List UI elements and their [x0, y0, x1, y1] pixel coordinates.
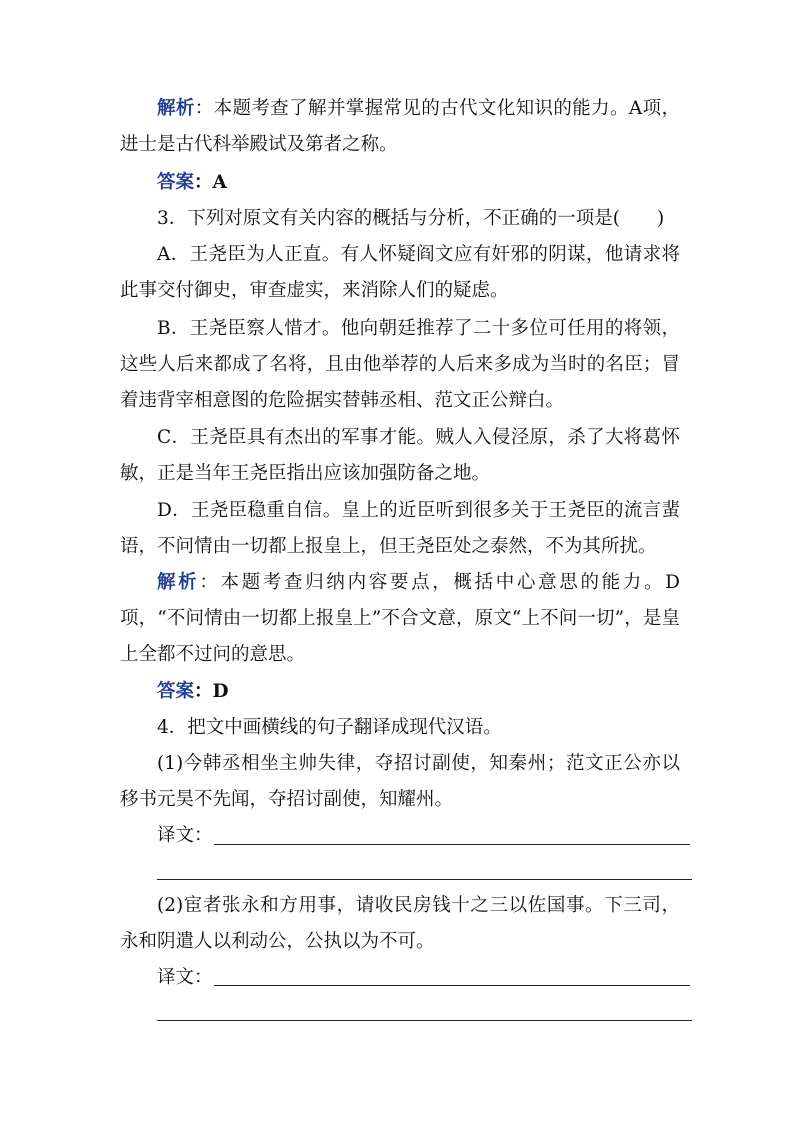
- q3-option-d: D．王尧臣稳重自信。皇上的近臣听到很多关于王尧臣的流言蜚语，不问情由一切都上报皇上，但王尧臣处之泰然，不为其所扰。: [120, 500, 680, 557]
- analysis-text: ：本题考查归纳内容要点，概括中心意思的能力。D项，“不问情由一切都上报皇上”不合文意，原文“上不问一切”，是皇上全都不过问的意思。: [120, 572, 680, 665]
- q2-answer: [120, 165, 680, 201]
- q3-analysis: [120, 565, 680, 673]
- analysis-label: 解析: [157, 572, 200, 593]
- q3-answer: [120, 674, 680, 710]
- translation-blank-1b[interactable]: [157, 879, 692, 880]
- q4-item-1: (1)今韩丞相坐主帅失律，夺招讨副使，知秦州；范文正公亦以移书元昊不先闻，夺招讨副使，知耀州。: [120, 753, 680, 810]
- translation-label-1: 译文：: [157, 825, 213, 846]
- translation-label-2: 译文：: [157, 967, 213, 988]
- analysis-label: 解析: [157, 98, 195, 119]
- answer-label: 答案: [157, 681, 195, 702]
- q4-stem: 4．把文中画横线的句子翻译成现代汉语。: [157, 717, 502, 738]
- q3-option-b: B．王尧臣察人惜才。他向朝廷推荐了二十多位可任用的将领，这些人后来都成了名将，且由他举荐的人后来多成为当时的名臣；冒着违背宰相意图的危险据实替韩丞相、范文正公辩白。: [120, 318, 680, 411]
- translation-blank-2b[interactable]: [157, 1020, 692, 1021]
- q3-stem: 3．下列对原文有关内容的概括与分析，不正确的一项是( ): [157, 208, 665, 229]
- q4-item-2: (2)宦者张永和方用事，请收民房钱十之三以佐国事。下三司，永和阴遣人以利动公，公执以为不可。: [120, 895, 680, 952]
- translation-blank-1a[interactable]: [214, 844, 690, 845]
- analysis-text: ：本题考查了解并掌握常见的古代文化知识的能力。A项，进士是古代科举殿试及第者之称。: [120, 98, 680, 155]
- q3-option-c: C．王尧臣具有杰出的军事才能。贼人入侵泾原，杀了大将葛怀敏，正是当年王尧臣指出应该加强防备之地。: [120, 427, 680, 484]
- translation-blank-2a[interactable]: [214, 985, 690, 986]
- answer-text: ：D: [194, 681, 229, 702]
- answer-label: 答案: [157, 172, 195, 193]
- q3-option-a: A．王尧臣为人正直。有人怀疑阎文应有奸邪的阴谋，他请求将此事交付御史，审查虚实，来消除人们的疑虑。: [120, 244, 680, 301]
- q2-analysis: [120, 91, 680, 163]
- answer-text: ：A: [194, 172, 227, 193]
